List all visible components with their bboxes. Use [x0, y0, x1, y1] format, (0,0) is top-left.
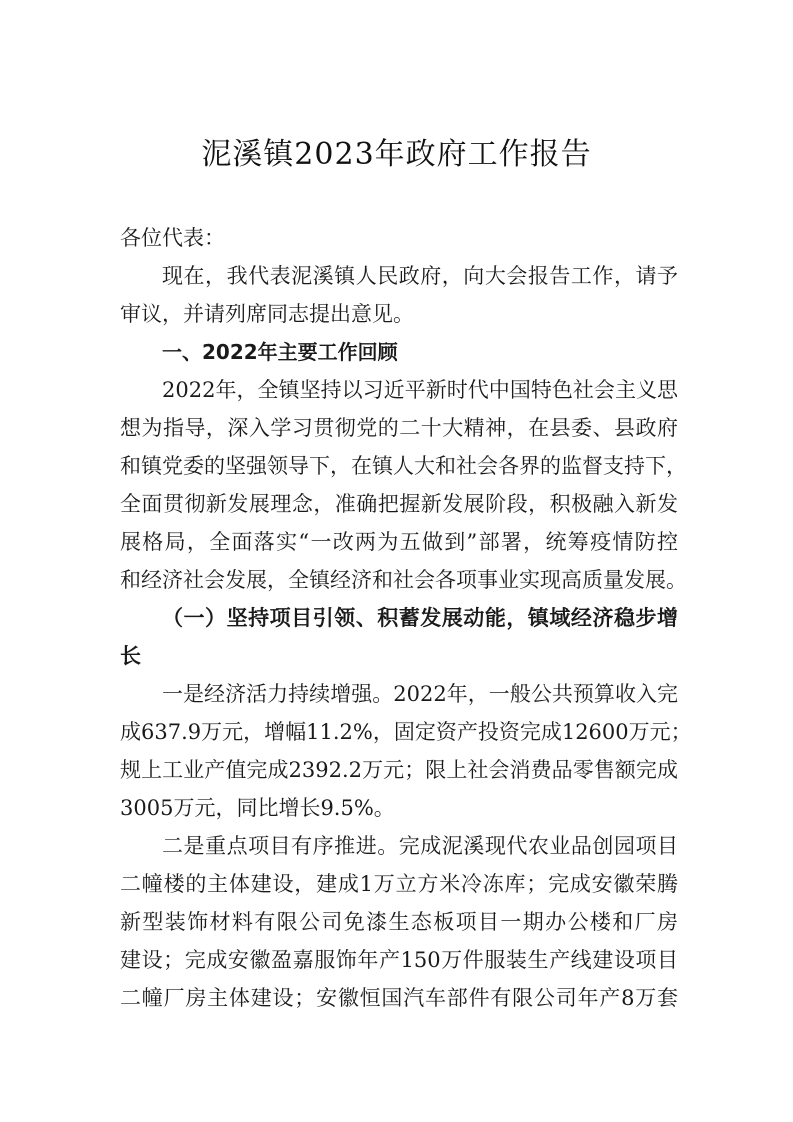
- paragraph-line: 成637.9万元，增幅11.2%，固定资产投资完成12600万元；: [120, 720, 692, 744]
- paragraph-line: 3005万元，同比增长9.5%。: [120, 796, 395, 820]
- subsection-heading: 长: [120, 643, 141, 668]
- paragraph-line: 想为指导，深入学习贯彻党的二十大精神，在县委、县政府: [120, 416, 678, 440]
- paragraph-line: 二幢厂房主体建设；安徽恒国汽车部件有限公司年产8万套: [120, 986, 678, 1010]
- section-heading: 一、2022年主要工作回顾: [162, 340, 398, 364]
- paragraph-line: 现在，我代表泥溪镇人民政府，向大会报告工作，请予: [162, 264, 678, 288]
- paragraph-line: 和经济社会发展，全镇经济和社会各项事业实现高质量发展。: [120, 568, 687, 592]
- paragraph-line: 二幢楼的主体建设，建成1万立方米冷冻库；完成安徽荣腾: [120, 872, 678, 896]
- paragraph-line: 一是经济活力持续增强。2022年，一般公共预算收入完: [162, 682, 678, 706]
- paragraph-line: 和镇党委的坚强领导下，在镇人大和社会各界的监督支持下，: [120, 454, 687, 478]
- paragraph-line: 2022年，全镇坚持以习近平新时代中国特色社会主义思: [162, 378, 678, 402]
- page-title: 泥溪镇2023年政府工作报告: [201, 137, 592, 172]
- paragraph-line: 审议，并请列席同志提出意见。: [120, 302, 414, 326]
- paragraph-line: 建设；完成安徽盈嘉服饰年产150万件服装生产线建设项目: [120, 948, 678, 972]
- paragraph-line: 展格局，全面落实“一改两为五做到”部署，统筹疫情防控: [120, 530, 678, 554]
- paragraph-line: 全面贯彻新发展理念，准确把握新发展阶段，积极融入新发: [120, 492, 678, 516]
- subsection-heading: （一）坚持项目引领、积蓄发展动能，镇域经济稳步增: [162, 605, 678, 630]
- paragraph-line: 新型装饰材料有限公司免漆生态板项目一期办公楼和厂房: [120, 910, 678, 934]
- salutation: 各位代表：: [120, 226, 225, 250]
- paragraph-line: 规上工业产值完成2392.2万元；限上社会消费品零售额完成: [120, 758, 678, 782]
- paragraph-line: 二是重点项目有序推进。完成泥溪现代农业品创园项目: [162, 834, 678, 858]
